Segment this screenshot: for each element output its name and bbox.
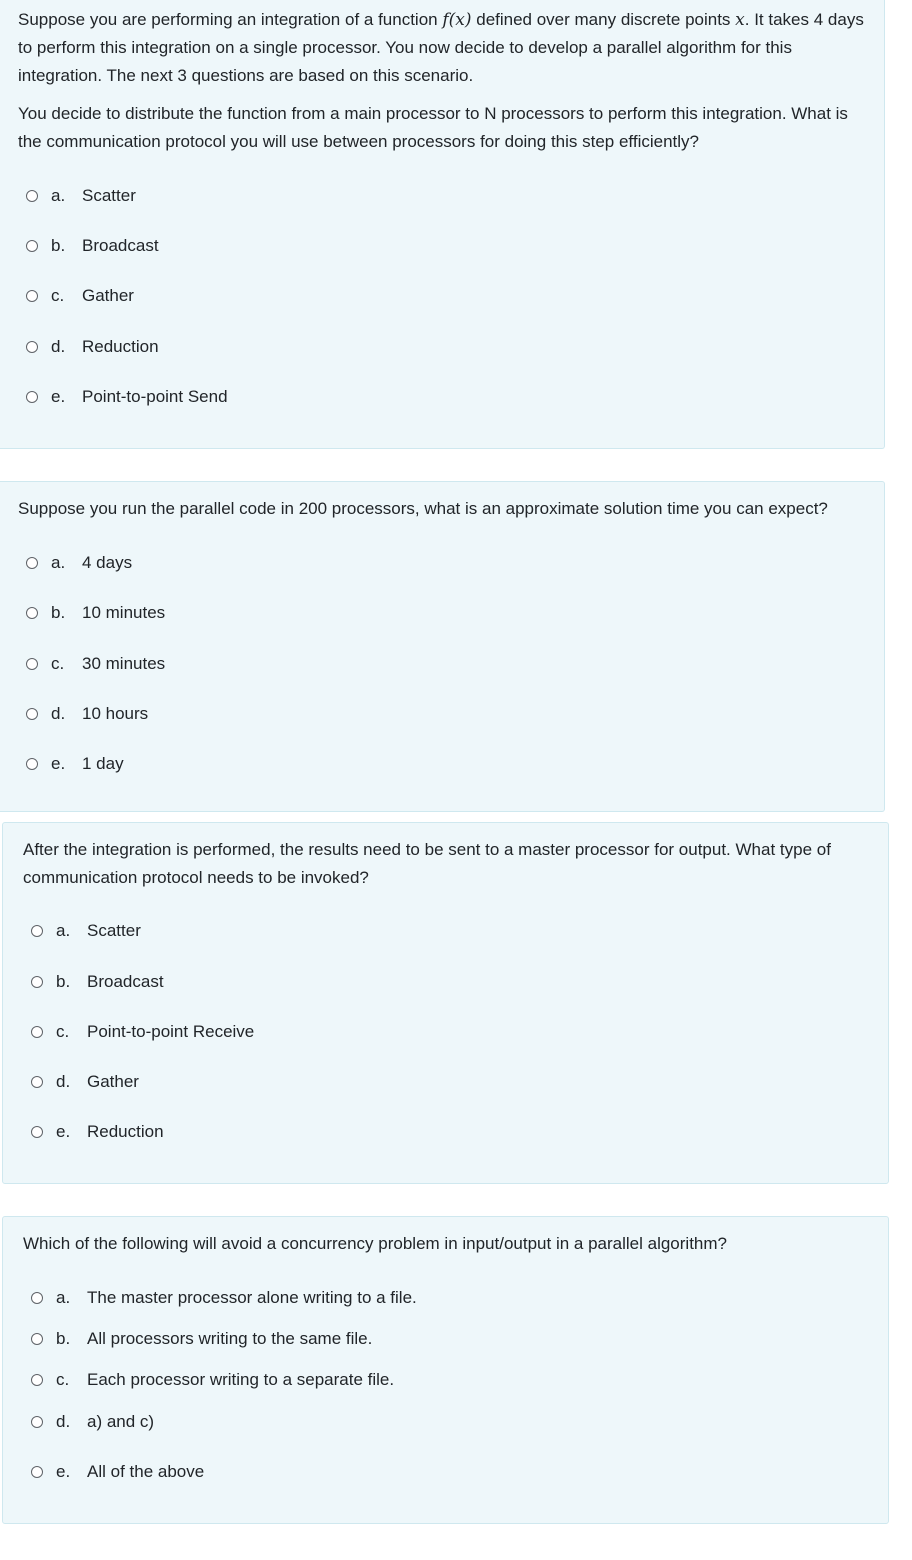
option-label: Scatter — [87, 921, 141, 940]
q4-option-a[interactable] — [31, 1285, 417, 1311]
option-label: a) and c) — [87, 1412, 155, 1431]
q3-option-a[interactable] — [31, 918, 141, 944]
option-label: 1 day — [82, 754, 124, 773]
variable-x: x — [735, 10, 745, 30]
option-letter: d. — [51, 337, 66, 356]
option-label: 4 days — [82, 553, 133, 572]
option-letter: d. — [51, 704, 66, 723]
question-prompt-3: After the integration is performed, the results need to be sent to a master processor for output. What type of communication protocol needs to be invoked? — [23, 840, 831, 887]
radio-icon[interactable] — [26, 190, 38, 202]
option-label: Reduction — [87, 1122, 164, 1141]
radio-icon[interactable] — [26, 557, 38, 569]
question-text-3 — [23, 836, 873, 892]
radio-icon[interactable] — [31, 976, 43, 988]
q1-option-e[interactable] — [26, 384, 228, 410]
q2-option-b[interactable] — [26, 600, 165, 626]
q2-option-c[interactable] — [26, 651, 165, 677]
q4-option-b[interactable] — [31, 1326, 372, 1352]
option-letter: a. — [56, 921, 71, 940]
option-label: Scatter — [82, 186, 136, 205]
radio-icon[interactable] — [31, 925, 43, 937]
option-label: All of the above — [87, 1462, 205, 1481]
option-label: Gather — [87, 1072, 139, 1091]
option-letter: e. — [56, 1122, 71, 1141]
option-letter: b. — [56, 1329, 71, 1348]
option-label: The master processor alone writing to a file. — [87, 1288, 417, 1307]
radio-icon[interactable] — [31, 1126, 43, 1138]
radio-icon[interactable] — [26, 240, 38, 252]
option-label: 10 minutes — [82, 603, 166, 622]
option-label: Gather — [82, 286, 134, 305]
radio-icon[interactable] — [31, 1416, 43, 1428]
option-label: All processors writing to the same file. — [87, 1329, 373, 1348]
q1-option-c[interactable] — [26, 283, 134, 309]
question-card-4 — [2, 1216, 889, 1524]
q4-option-c[interactable] — [31, 1367, 394, 1393]
q3-option-e[interactable] — [31, 1119, 164, 1145]
option-label: Reduction — [82, 337, 159, 356]
option-letter: a. — [51, 186, 66, 205]
option-letter: b. — [56, 972, 71, 991]
question-prompt-2: Suppose you run the parallel code in 200 processors, what is an approximate solution time you can expect? — [18, 499, 828, 518]
radio-icon[interactable] — [31, 1333, 43, 1345]
option-letter: e. — [51, 387, 66, 406]
option-letter: d. — [56, 1072, 71, 1091]
option-letter: c. — [56, 1370, 70, 1389]
q1-option-b[interactable] — [26, 233, 159, 259]
option-letter: b. — [51, 603, 66, 622]
radio-icon[interactable] — [26, 391, 38, 403]
question-prompt-4: Which of the following will avoid a concurrency problem in input/output in a parallel algorithm? — [23, 1234, 727, 1253]
radio-icon[interactable] — [26, 708, 38, 720]
question-text-1 — [18, 6, 868, 156]
q2-option-e[interactable] — [26, 751, 124, 777]
option-letter: a. — [51, 553, 66, 572]
radio-icon[interactable] — [26, 758, 38, 770]
q4-option-e[interactable] — [31, 1459, 204, 1485]
option-label: 30 minutes — [82, 654, 166, 673]
option-letter: c. — [51, 286, 65, 305]
q3-option-d[interactable] — [31, 1069, 139, 1095]
option-label: Broadcast — [87, 972, 164, 991]
question-prompt-1: You decide to distribute the function from a main processor to N processors to perform this integration. What is the communication protocol you will use between processors for doing this step efficiently? — [18, 104, 848, 151]
q2-option-d[interactable] — [26, 701, 148, 727]
option-letter: c. — [56, 1022, 70, 1041]
radio-icon[interactable] — [31, 1292, 43, 1304]
option-label: Each processor writing to a separate file. — [87, 1370, 395, 1389]
option-letter: e. — [56, 1462, 71, 1481]
function-fx: f(x) — [442, 10, 472, 30]
question-card-2 — [0, 481, 885, 812]
q4-option-d[interactable] — [31, 1409, 154, 1435]
option-letter: d. — [56, 1412, 71, 1431]
option-label: 10 hours — [82, 704, 149, 723]
scenario-text: Suppose you are performing an integration of a function f(x) defined over many discrete points x. It takes 4 days to perform this integration on a single processor. You now decide to develop a parallel algorithm for this integration. The next 3 questions are based on this scenario. — [18, 10, 864, 85]
q3-option-b[interactable] — [31, 969, 164, 995]
option-label: Broadcast — [82, 236, 159, 255]
radio-icon[interactable] — [31, 1026, 43, 1038]
option-letter: e. — [51, 754, 66, 773]
radio-icon[interactable] — [26, 290, 38, 302]
radio-icon[interactable] — [26, 658, 38, 670]
q1-option-d[interactable] — [26, 334, 159, 360]
q2-option-a[interactable] — [26, 550, 132, 576]
q1-option-a[interactable] — [26, 183, 136, 209]
radio-icon[interactable] — [31, 1076, 43, 1088]
question-text-4 — [23, 1230, 873, 1258]
radio-icon[interactable] — [31, 1374, 43, 1386]
radio-icon[interactable] — [31, 1466, 43, 1478]
q3-option-c[interactable] — [31, 1019, 254, 1045]
radio-icon[interactable] — [26, 607, 38, 619]
option-label: Point-to-point Receive — [87, 1022, 255, 1041]
question-text-2 — [18, 495, 868, 523]
question-card-3 — [2, 822, 889, 1184]
option-letter: b. — [51, 236, 66, 255]
radio-icon[interactable] — [26, 341, 38, 353]
question-card-1 — [0, 0, 885, 449]
option-label: Point-to-point Send — [82, 387, 228, 406]
option-letter: c. — [51, 654, 65, 673]
option-letter: a. — [56, 1288, 71, 1307]
